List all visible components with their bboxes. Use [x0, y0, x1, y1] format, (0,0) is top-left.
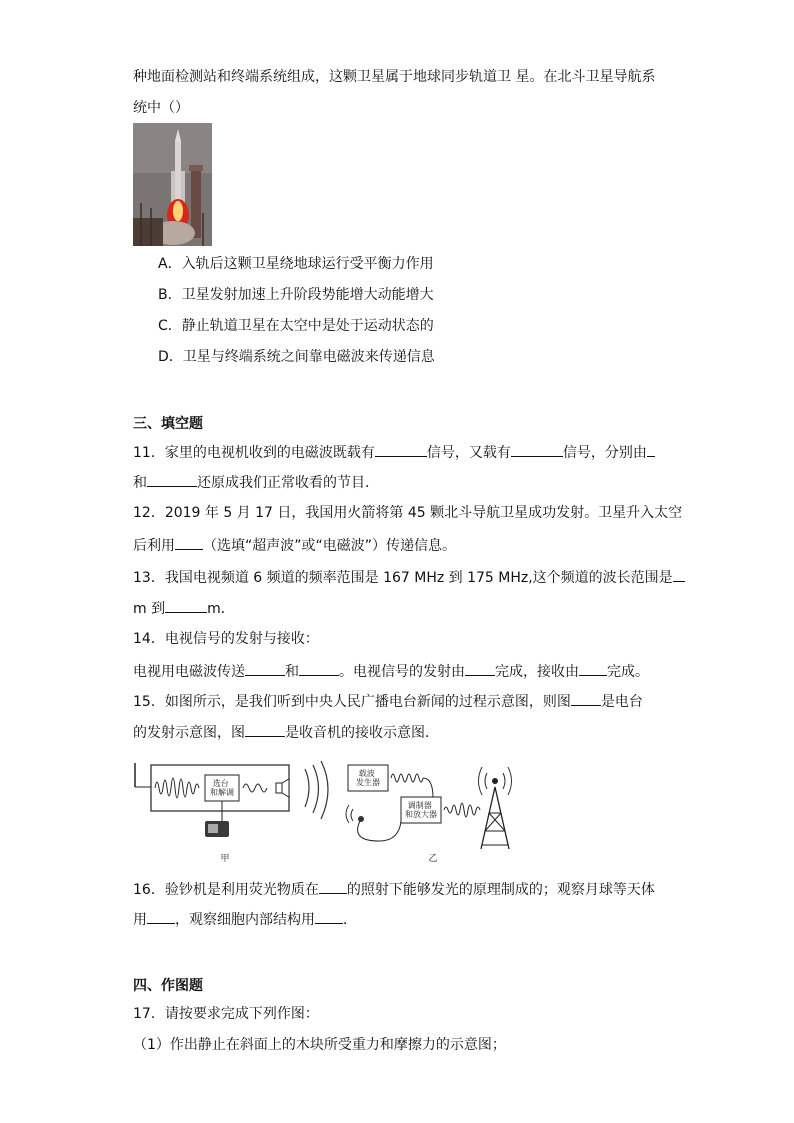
- q10-option-b: B．卫星发射加速上升阶段势能增大动能增大: [158, 287, 434, 303]
- q15-line1: 15．如图所示，是我们听到中央人民广播电台新闻的过程示意图，则图 是电台: [133, 691, 643, 712]
- radio-broadcast-diagram: [133, 757, 533, 869]
- q10-line2: 统中（）: [133, 100, 189, 116]
- yi-box2-label-2: 和放大器: [405, 810, 437, 819]
- jia-label: 甲: [220, 854, 230, 864]
- jia-box-label-2: 和解调: [210, 788, 234, 797]
- diagram-jia: [135, 761, 328, 864]
- q10-option-c: C．静止轨道卫星在太空中是处于运动状态的: [158, 318, 434, 334]
- rocket-launch-photo: [133, 123, 212, 246]
- q16-line2: 用 ，观察细胞内部结构用 ．: [133, 909, 357, 930]
- q14-line2: 电视用电磁波传送 和 。电视信号的发射由 完成，接收由 完成。: [133, 661, 649, 682]
- q13-line2: m 到 m．: [133, 598, 235, 619]
- q14-line1: 14．电视信号的发射与接收：: [133, 631, 319, 647]
- q17-line2: （1）作出静止在斜面上的木块所受重力和摩擦力的示意图；: [133, 1037, 506, 1053]
- q11-line1: 11．家里的电视机收到的电磁波既载有 信号，又载有 信号，分别由: [133, 442, 655, 463]
- yi-box1-label-2: 发生器: [356, 778, 380, 787]
- q10-option-d: D．卫星与终端系统之间靠电磁波来传递信息: [158, 349, 435, 365]
- q10-option-a: A．入轨后这颗卫星绕地球运行受平衡力作用: [158, 256, 434, 272]
- jia-box-label-1: 选台: [212, 779, 229, 788]
- q10-line1: 种地面检测站和终端系统组成，这颗卫星属于地球同步轨道卫 星。在北斗卫星导航系: [133, 69, 656, 85]
- svg-text:调制器 和放大器: [405, 800, 437, 819]
- section4-title: 四、作图题: [133, 978, 203, 994]
- q12-line2: 后利用 （选填“超声波”或“电磁波”）传递信息。: [133, 535, 456, 556]
- q17-line1: 17．请按要求完成下列作图：: [133, 1006, 319, 1022]
- yi-label: 乙: [428, 854, 438, 864]
- q16-line1: 16．验钞机是利用荧光物质在 的照射下能够发光的原理制成的；观察月球等天体: [133, 879, 655, 900]
- yi-box2-label-1: 调制器: [407, 801, 432, 810]
- svg-text:载波 发生器: [356, 768, 380, 787]
- q12-line1: 12．2019 年 5 月 17 日，我国用火箭将第 45 颗北斗导航卫星成功发射。卫星升入太空: [133, 505, 683, 521]
- diagram-yi: [346, 765, 512, 864]
- q11-line2: 和 还原成我们正常收看的节目．: [133, 472, 379, 493]
- section3-title: 三、填空题: [133, 416, 203, 432]
- svg-text:选台 和解调: [210, 778, 234, 797]
- yi-box1-label-1: 载波: [358, 769, 375, 778]
- q15-line2: 的发射示意图，图 是收音机的接收示意图．: [133, 722, 439, 743]
- q13-line1: 13．我国电视频道 6 频道的频率范围是 167 MHz 到 175 MHz,这个频道的波长范围是: [133, 567, 685, 588]
